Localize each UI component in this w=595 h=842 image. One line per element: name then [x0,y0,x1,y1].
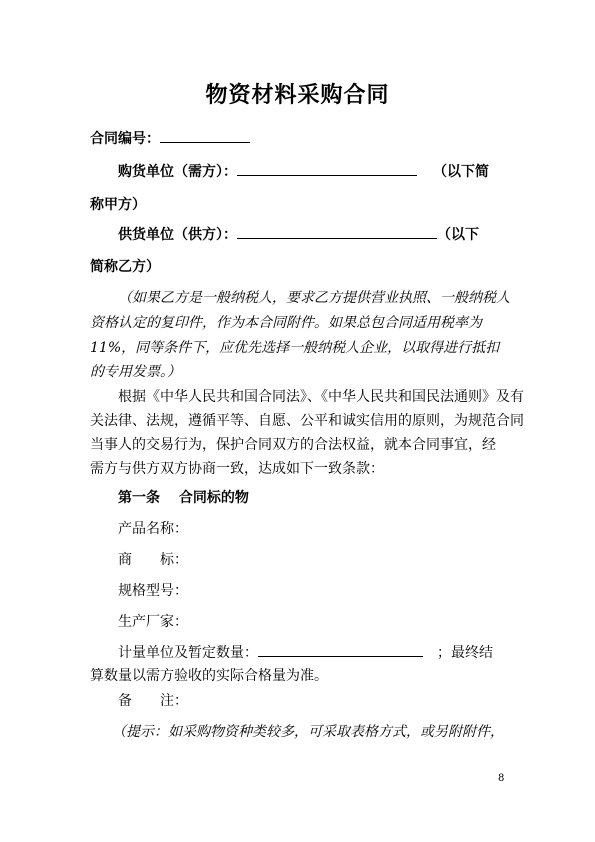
buyer-blank[interactable] [237,161,417,176]
spec-field: 规格型号： [118,583,188,599]
seller-suffix: （以下 [437,227,479,243]
quantity-suffix: ；最终结 [437,645,493,661]
buyer-label: 购货单位（需方）： [118,164,237,180]
seller-blank[interactable] [237,224,437,239]
quantity-blank[interactable] [258,642,423,657]
hint-line: （提示：如采购物资种类较多，可采取表格方式，或另附附件， [112,724,504,740]
document-title: 物资材料采购合同 [205,83,390,108]
quantity-line-2: 算数量以需方验收的实际合格量为准。 [90,668,328,684]
buyer-suffix: （以下简 [433,164,489,180]
seller-line-2: 简称乙方） [90,259,160,275]
seller-line-1 [118,224,479,244]
preamble-line-1: 根据《中华人民共和国合同法》、《中华人民共和国民法通则》及有 [118,389,524,405]
manufacturer-field: 生产厂家： [118,614,188,630]
preamble-line-4: 需方与供方双方协商一致，达成如下一致条款： [90,461,384,477]
page-number: 8 [498,773,505,784]
contract-number-line [90,128,250,148]
preamble-line-3: 当事人的交易行为，保护合同双方的合法权益，就本合同事宜，经 [90,437,496,453]
article-1-heading: 第一条 合同标的物 [118,490,249,506]
contract-number-label: 合同编号： [90,131,160,147]
quantity-label: 计量单位及暂定数量： [118,645,258,661]
quantity-line-1 [118,642,493,662]
seller-label: 供货单位（供方）： [118,227,237,243]
trademark-field: 商 标： [118,552,188,568]
note-line-1: （如果乙方是一般纳税人，要求乙方提供营业执照、一般纳税人 [118,290,510,306]
product-name-field: 产品名称： [118,521,188,537]
buyer-line-1 [118,161,489,181]
buyer-line-2: 称甲方） [90,197,146,213]
note-line-2: 资格认定的复印件，作为本合同附件。如果总包合同适用税率为 [90,315,482,331]
preamble-line-2: 关法律、法规，遵循平等、自愿、公平和诚实信用的原则，为规范合同 [90,413,524,429]
note-line-3: 11%，同等条件下，应优先选择一般纳税人企业，以取得进行抵扣 [90,340,500,356]
note-line-4: 的专用发票。） [90,364,181,380]
contract-number-blank[interactable] [160,128,250,143]
remark-field: 备 注： [118,693,188,709]
